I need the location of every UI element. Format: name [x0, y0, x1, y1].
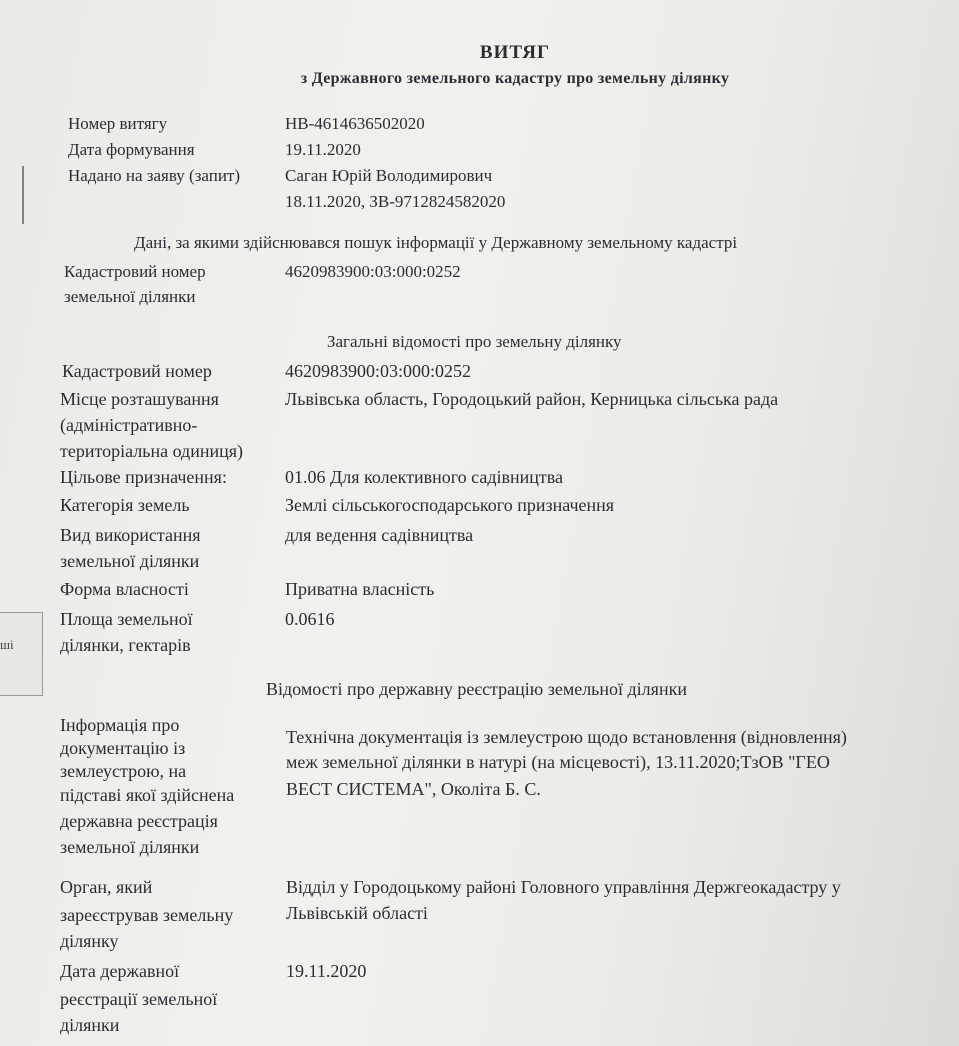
- documentation-label-2: документацію із: [60, 738, 186, 758]
- area-label-2: ділянки, гектарів: [60, 635, 191, 655]
- extract-number-label: Номер витягу: [68, 114, 168, 133]
- documentation-value-1: Технічна документація із землеустрою щодо встановлення (відновлення): [286, 727, 847, 747]
- category-value: Землі сільськогосподарського призначення: [285, 495, 615, 515]
- location-label-2: (адміністративно-: [60, 415, 198, 435]
- documentation-value-2: меж земельної ділянки в натурі (на місцевості), 13.11.2020;ТзОВ "ГЕО: [286, 752, 830, 772]
- registering-body-label-1: Орган, який: [60, 877, 153, 897]
- search-cadastral-value: 4620983900:03:000:0252: [285, 262, 461, 281]
- cadastral-number-label: Кадастровий номер: [62, 361, 212, 381]
- registration-date-label-3: ділянки: [60, 1015, 120, 1035]
- location-label-1: Місце розташування: [60, 389, 219, 409]
- location-value: Львівська область, Городоцький район, Керницька сільська рада: [285, 389, 779, 409]
- formation-date-label: Дата формування: [68, 140, 195, 159]
- land-use-label-2: земельної ділянки: [60, 551, 200, 571]
- registering-body-label-2: зареєстрував земельну: [60, 905, 234, 925]
- documentation-label-1: Інформація про: [60, 715, 180, 735]
- registration-date-value: 19.11.2020: [286, 961, 367, 981]
- search-cadastral-label-2: земельної ділянки: [64, 287, 196, 306]
- land-use-label-1: Вид використання: [60, 525, 201, 545]
- documentation-label-4: підставі якої здійснена: [60, 785, 235, 805]
- search-section-heading: Дані, за якими здійснювався пошук інформації у Державному земельному кадастрі: [134, 233, 738, 252]
- purpose-label: Цільове призначення:: [60, 467, 227, 487]
- ownership-label: Форма власності: [60, 579, 189, 599]
- documentation-label-3: землеустрою, на: [60, 761, 187, 781]
- ownership-value: Приватна власність: [285, 579, 435, 599]
- registration-date-label-1: Дата державної: [60, 961, 180, 981]
- documentation-label-5: державна реєстрація: [60, 811, 218, 831]
- underlying-sheet-edge: [0, 612, 43, 696]
- category-label: Категорія земель: [60, 495, 190, 515]
- area-value: 0.0616: [285, 609, 335, 629]
- registration-section-heading: Відомості про державну реєстрацію земельної ділянки: [266, 679, 687, 699]
- registering-body-value-1: Відділ у Городоцькому районі Головного управління Держгеокадастру у: [286, 877, 841, 897]
- request-number: 18.11.2020, ЗВ-9712824582020: [285, 192, 506, 211]
- purpose-value: 01.06 Для колективного садівництва: [285, 467, 564, 487]
- request-applicant: Саган Юрій Володимирович: [285, 166, 493, 185]
- documentation-value-3: ВЕСТ СИСТЕМА", Околіта Б. С.: [286, 779, 541, 799]
- documentation-label-6: земельної ділянки: [60, 837, 200, 857]
- registering-body-label-3: ділянку: [60, 931, 119, 951]
- cadastral-number-value: 4620983900:03:000:0252: [285, 361, 472, 381]
- area-label-1: Площа земельної: [60, 609, 193, 629]
- general-section-heading: Загальні відомості про земельну ділянку: [327, 332, 622, 351]
- land-use-value: для ведення садівництва: [285, 525, 474, 545]
- request-label: Надано на заяву (запит): [68, 166, 241, 185]
- margin-pen-mark: [22, 166, 24, 224]
- underlying-sheet-text: ші: [0, 637, 14, 652]
- location-label-3: територіальна одиниця): [60, 441, 244, 461]
- document-subtitle: з Державного земельного кадастру про земельну ділянку: [300, 70, 730, 87]
- document-title: ВИТЯГ: [479, 42, 551, 63]
- registration-date-label-2: реєстрації земельної: [60, 989, 218, 1009]
- extract-number-value: НВ-4614636502020: [285, 114, 425, 133]
- formation-date-value: 19.11.2020: [285, 140, 361, 159]
- search-cadastral-label-1: Кадастровий номер: [64, 262, 206, 281]
- registering-body-value-2: Львівській області: [286, 903, 428, 923]
